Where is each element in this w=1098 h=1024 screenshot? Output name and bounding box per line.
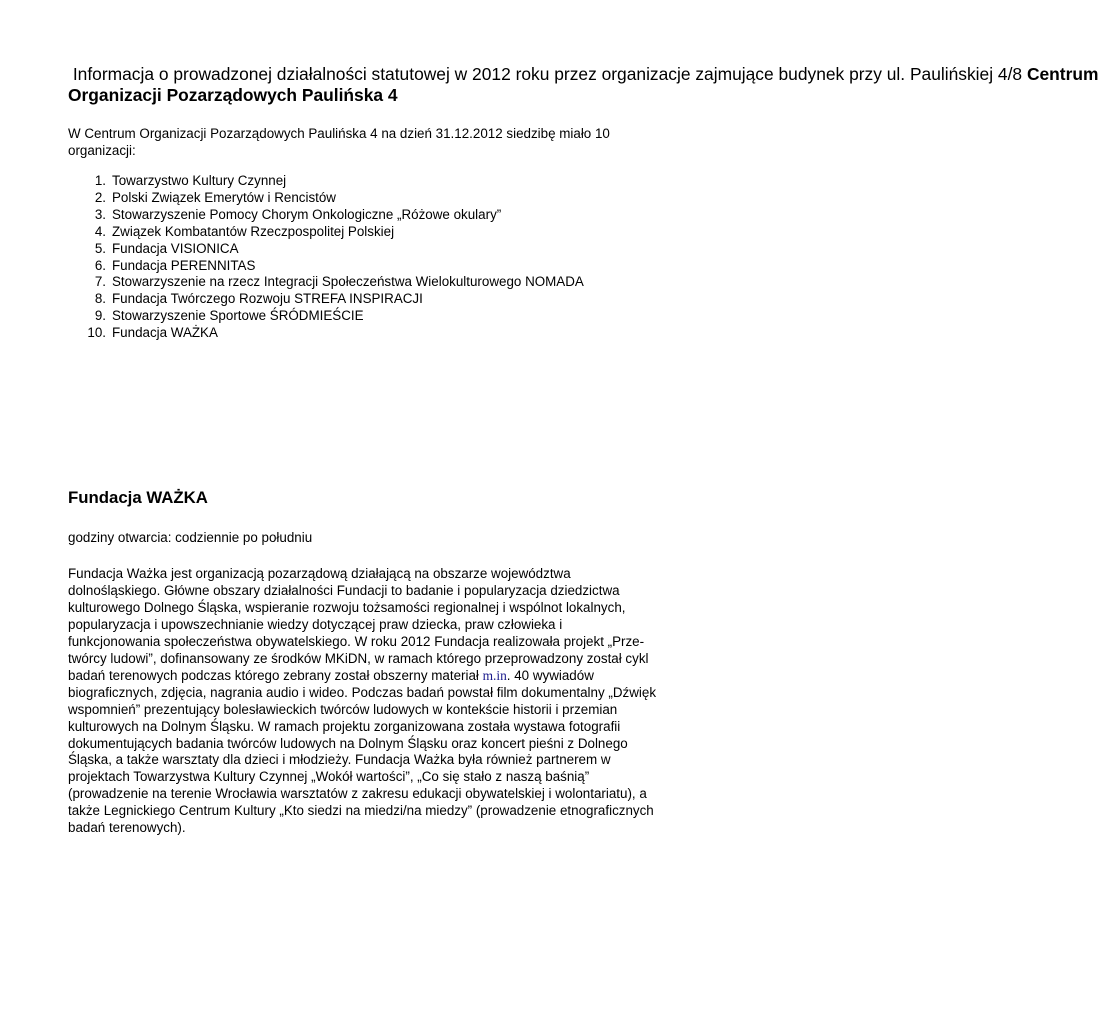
section-title: Fundacja WAŻKA xyxy=(68,488,208,507)
list-number: 5. xyxy=(94,240,106,256)
section-body xyxy=(68,566,658,837)
organization-name: Fundacja WAŻKA xyxy=(112,325,218,341)
organization-name: Towarzystwo Kultury Czynnej xyxy=(112,173,287,188)
list-item xyxy=(68,224,668,241)
list-number: 7. xyxy=(94,274,106,290)
list-number: 8. xyxy=(94,291,106,307)
organization-name: Związek Kombatantów Rzeczpospolitej Polskiej xyxy=(112,223,395,239)
organization-name: Polski Związek Emerytów i Rencistów xyxy=(112,189,336,205)
body-text-part2: . 40 wywiadów biograficznych, zdjęcia, nagrania audio i wideo. Podczas badań powstał film dokumentalny „Dźwięk wspomnień” prezentujący bolesławieckich twórców ludowych w kontekście historii i przemian kulturowych na Dolnym Śląsku. W ramach projektu zorganizowana została wystawa fotografii dokumentujących badania twórców ludowych na Dolnym Śląsku oraz koncert pieśni z Dolnego Śląska, a także warsztaty dla dzieci i młodzieży. Fundacja Ważka była również partnerem w projektach Towarzystwa Kultury Czynnej „Wokół wartości”, „Co się stało z naszą baśnią” (prowadzenie na terenie Wrocławia warsztatów z zakresu edukacji obywatelskiej i wolontariatu), a także Legnickiego Centrum Kultury „Kto siedzi na miedzi/na miedzy” (prowadzenie etnograficznych badań terenowych). xyxy=(68,667,657,836)
list-item xyxy=(68,258,668,275)
organization-name: Stowarzyszenie na rzecz Integracji Społeczeństwa Wielokulturowego NOMADA xyxy=(112,274,584,290)
organization-name: Fundacja PERENNITAS xyxy=(112,257,256,273)
list-item xyxy=(68,207,668,224)
list-item xyxy=(68,173,668,190)
list-number: 3. xyxy=(94,206,106,222)
organization-name: Stowarzyszenie Sportowe ŚRÓDMIEŚCIE xyxy=(112,308,364,324)
inline-link[interactable]: m.in xyxy=(482,667,507,683)
list-item xyxy=(68,274,668,291)
list-number: 9. xyxy=(94,308,106,324)
list-number: 1. xyxy=(94,173,106,188)
list-number: 4. xyxy=(94,223,106,239)
list-item xyxy=(68,190,668,207)
list-item xyxy=(68,325,668,342)
heading-lead: Informacja o prowadzonej działalności statutowej w 2012 roku przez organizacje zajmujące budynek przy ul. Paulińskiej 4/8 xyxy=(68,64,1027,84)
document-heading xyxy=(68,64,1098,106)
list-item xyxy=(68,308,668,325)
list-item xyxy=(68,291,668,308)
list-item xyxy=(68,241,668,258)
list-number: 6. xyxy=(94,257,106,273)
heading-bold: Centrum Organizacji Pozarządowych Paulińska 4 xyxy=(68,64,1098,105)
intro-paragraph: W Centrum Organizacji Pozarządowych Paulińska 4 na dzień 31.12.2012 siedzibę miało 10 organizacji: xyxy=(68,126,610,158)
list-number: 2. xyxy=(94,189,106,205)
organization-name: Fundacja VISIONICA xyxy=(112,240,239,256)
opening-hours: godziny otwarcia: codziennie po południu xyxy=(68,530,313,545)
list-number: 10. xyxy=(87,325,106,341)
organization-list xyxy=(68,173,668,342)
body-text-part1: Fundacja Ważka jest organizacją pozarządową działającą na obszarze województwa dolnośląskiego. Główne obszary działalności Fundacji to badanie i popularyzacja dziedzictwa kulturowego Dolnego Śląska, wspieranie rozwoju tożsamości regionalnej i wspólnot lokalnych, popularyzacja i upowszechnianie wiedzy dotyczącej praw dziecka, praw człowieka i funkcjonowania społeczeństwa obywatelskiego. W roku 2012 Fundacja realizowała projekt „Prze-twórcy ludowi”, dofinansowany ze środków MKiDN, w ramach którego przeprowadzony został cykl badań terenowych podczas którego zebrany został obszerny materiał xyxy=(68,566,649,683)
organization-name: Fundacja Twórczego Rozwoju STREFA INSPIRACJI xyxy=(112,291,423,307)
document-page xyxy=(68,64,1098,836)
organization-name: Stowarzyszenie Pomocy Chorym Onkologiczne „Różowe okulary” xyxy=(112,206,502,222)
